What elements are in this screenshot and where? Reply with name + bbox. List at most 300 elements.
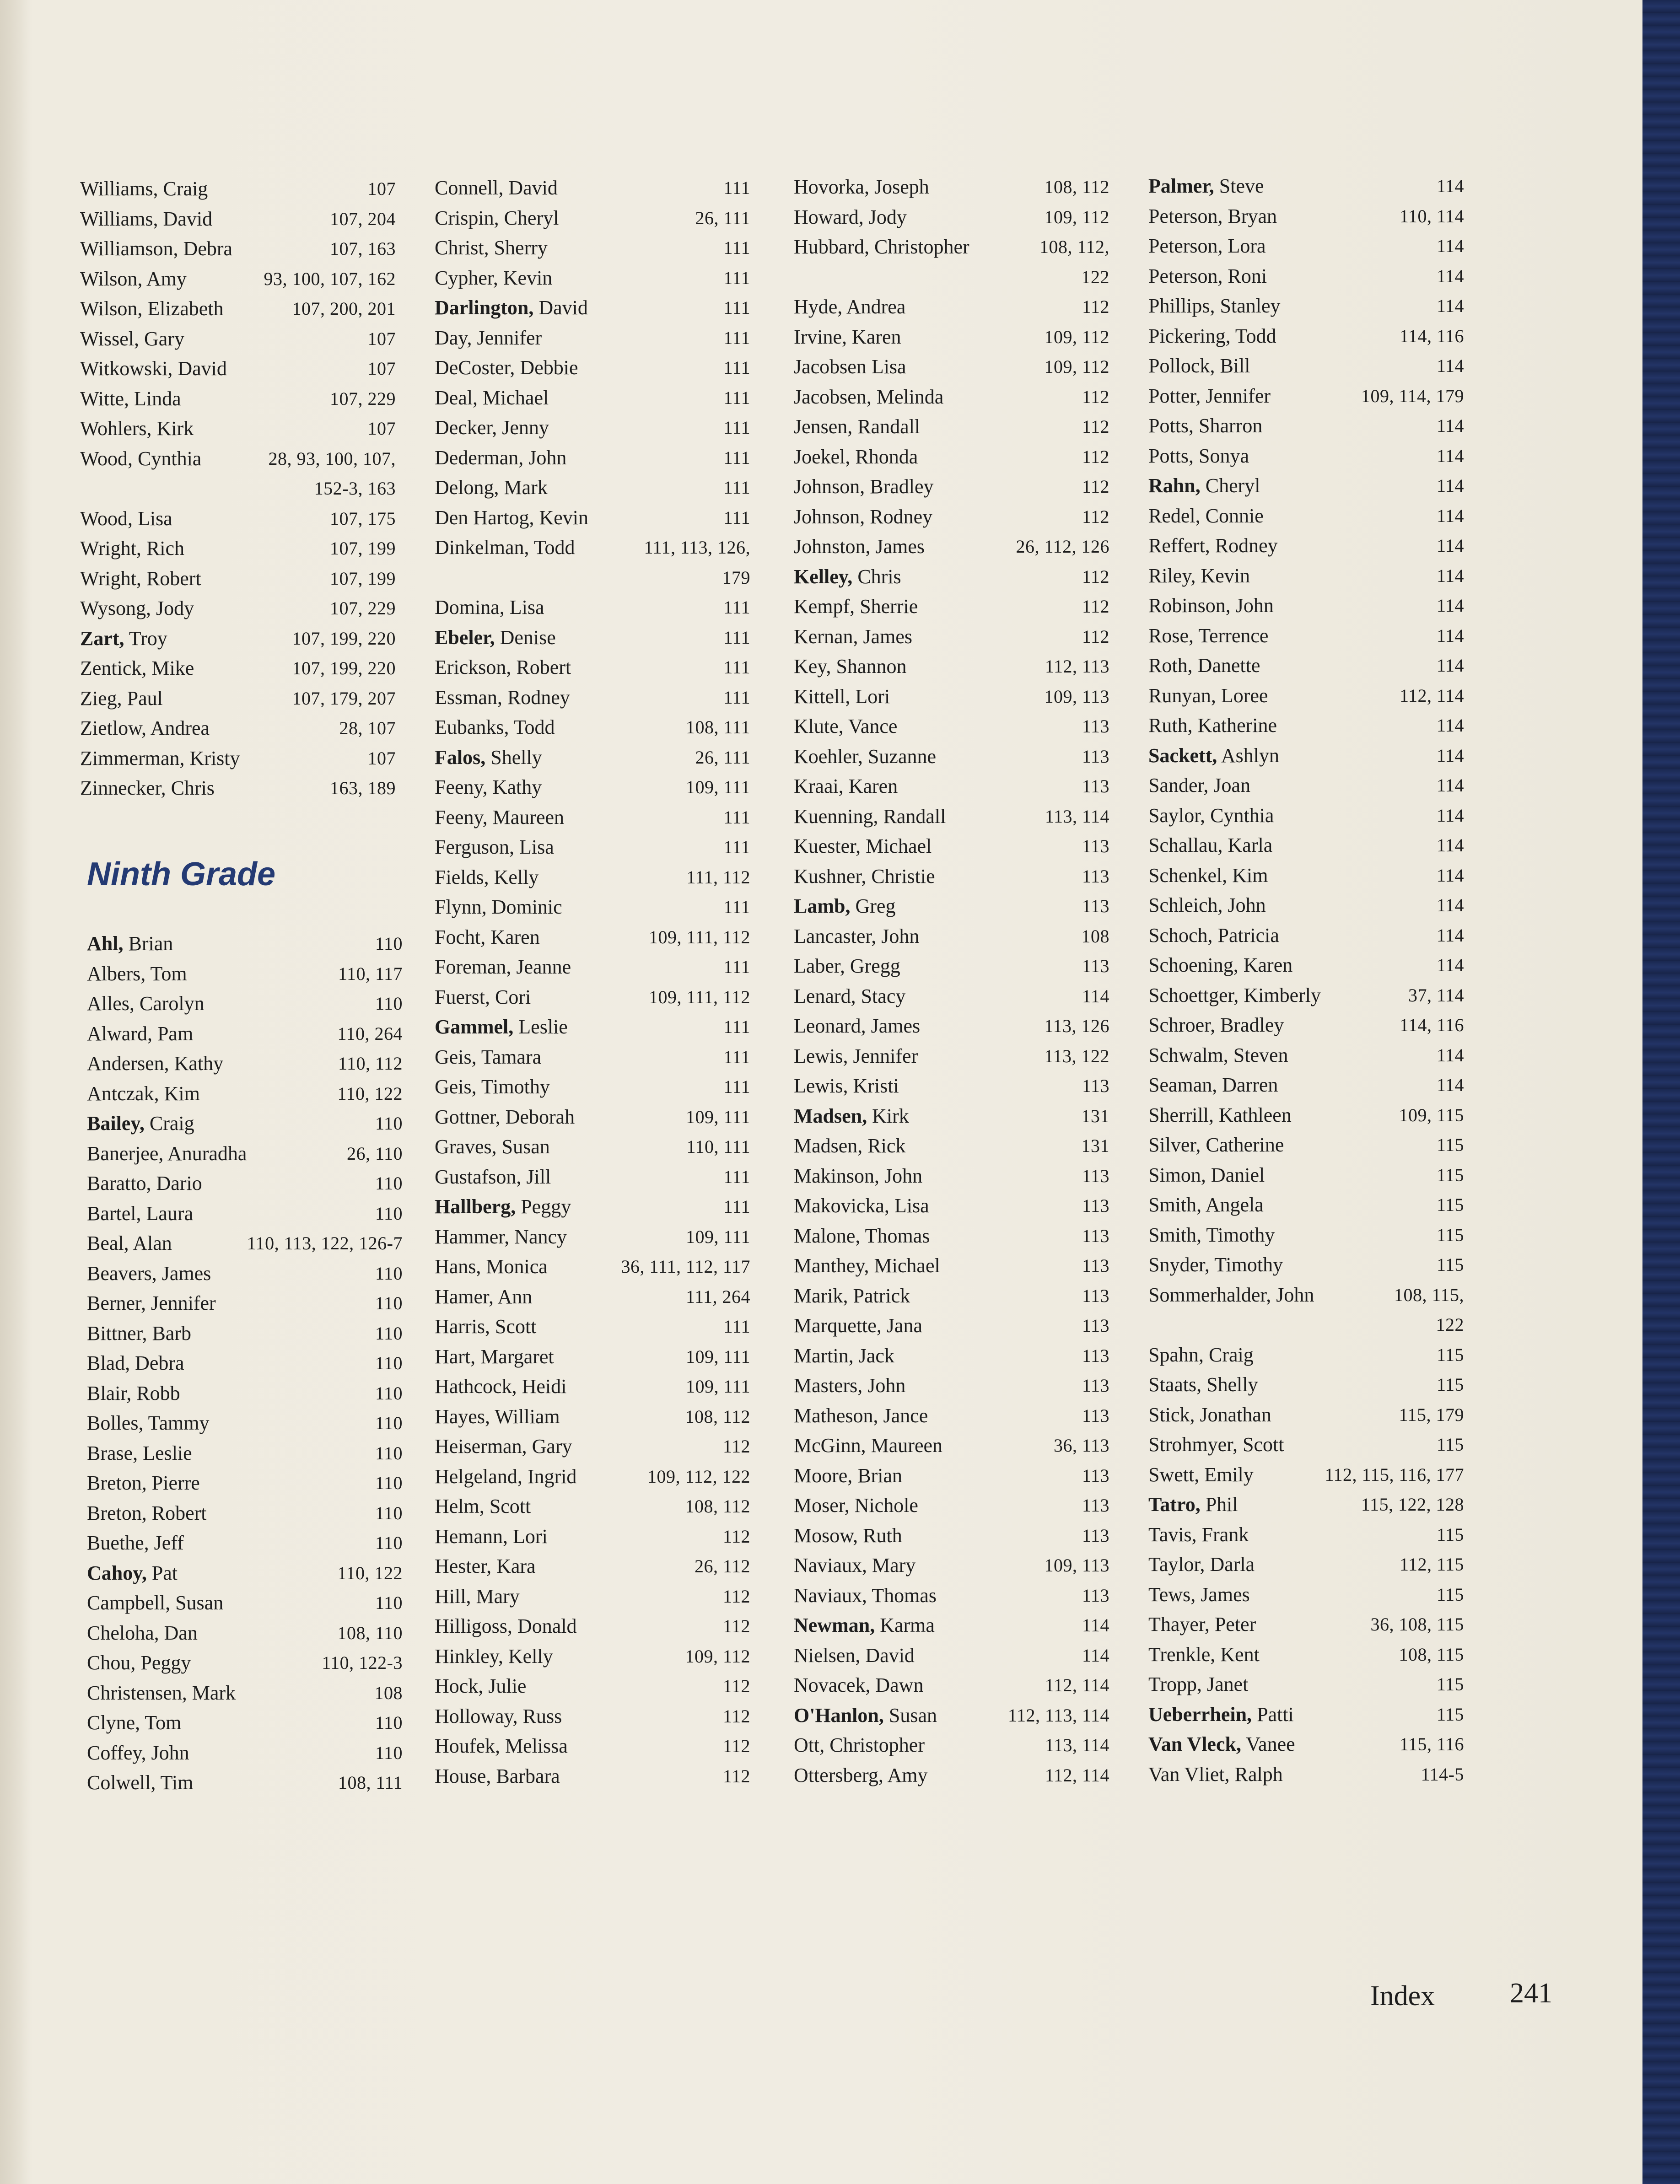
index-entry bbox=[80, 324, 396, 354]
entry-name: Sherrill, Kathleen bbox=[1148, 1103, 1292, 1126]
entry-pages: 113 bbox=[1082, 896, 1109, 916]
entry-pages: 114-5 bbox=[1421, 1764, 1464, 1785]
entry-pages: 113, 114 bbox=[1045, 806, 1109, 827]
index-entry bbox=[435, 952, 750, 982]
entry-pages: 109, 111 bbox=[685, 1106, 750, 1127]
entry-name: Jensen, Randall bbox=[794, 415, 921, 438]
entry-pages: 114 bbox=[1436, 835, 1464, 855]
entry-name: Breton, Pierre bbox=[87, 1472, 200, 1494]
entry-pages: 113 bbox=[1082, 1375, 1109, 1396]
entry-pages: 131 bbox=[1081, 1135, 1109, 1156]
index-entry bbox=[435, 1102, 750, 1132]
entry-pages: 122 bbox=[1436, 1314, 1464, 1335]
entry-pages: 113 bbox=[1082, 716, 1109, 737]
index-entry bbox=[435, 1462, 750, 1492]
entry-pages: 110 bbox=[375, 1293, 403, 1313]
entry-pages: 111 bbox=[723, 507, 750, 528]
entry-name: Tropp, Janet bbox=[1148, 1673, 1249, 1695]
entry-name: Malone, Thomas bbox=[794, 1224, 930, 1247]
index-entry bbox=[1148, 1490, 1464, 1520]
entry-name: Marquette, Jana bbox=[794, 1314, 922, 1337]
entry-name: Houfek, Melissa bbox=[435, 1735, 568, 1757]
index-entry bbox=[1148, 741, 1464, 771]
index-entry bbox=[80, 174, 396, 204]
entry-name: Williams, David bbox=[80, 207, 213, 230]
entry-pages: 111 bbox=[723, 597, 750, 618]
entry-pages: 107, 199 bbox=[330, 538, 396, 559]
entry-name: Makinson, John bbox=[794, 1164, 923, 1187]
entry-pages: 110 bbox=[375, 1203, 403, 1224]
index-entry bbox=[794, 771, 1109, 802]
entry-name: Coffey, John bbox=[87, 1741, 189, 1764]
index-entry bbox=[794, 861, 1109, 892]
entry-pages: 114 bbox=[1436, 1044, 1464, 1065]
entry-name: Tavis, Frank bbox=[1148, 1523, 1249, 1546]
entry-pages: 110, 114 bbox=[1399, 205, 1464, 226]
entry-pages: 111 bbox=[723, 477, 750, 498]
entry-name: Ueberrhein, Patti bbox=[1148, 1703, 1294, 1726]
index-entry bbox=[794, 262, 1109, 292]
index-entry bbox=[794, 172, 1109, 202]
entry-name: Riley, Kevin bbox=[1148, 564, 1250, 587]
entry-pages: 112, 114 bbox=[1045, 1764, 1109, 1786]
index-entry bbox=[1148, 1370, 1464, 1400]
entry-pages: 114 bbox=[1436, 865, 1464, 886]
index-entry bbox=[794, 1161, 1109, 1191]
entry-name: Feeny, Maureen bbox=[435, 806, 565, 828]
index-entry bbox=[1148, 1070, 1464, 1100]
entry-pages: 111 bbox=[723, 807, 750, 828]
entry-pages: 111 bbox=[723, 1046, 750, 1067]
entry-pages: 114 bbox=[1436, 1075, 1464, 1095]
index-entry bbox=[435, 1252, 750, 1282]
entry-name: Naviaux, Thomas bbox=[794, 1584, 937, 1607]
entry-name: Mosow, Ruth bbox=[794, 1524, 902, 1547]
index-entry bbox=[435, 1522, 750, 1552]
entry-name: Focht, Karen bbox=[435, 925, 540, 948]
entry-name: Hock, Julie bbox=[435, 1675, 527, 1697]
index-entry bbox=[80, 564, 396, 594]
entry-name: Colwell, Tim bbox=[87, 1771, 194, 1794]
entry-pages: 179 bbox=[722, 567, 750, 588]
index-entry bbox=[794, 1490, 1109, 1521]
index-entry bbox=[794, 1041, 1109, 1071]
entry-name: Dederman, John bbox=[435, 446, 567, 469]
entry-name: Gammel, Leslie bbox=[435, 1016, 568, 1038]
entry-pages: 113 bbox=[1082, 1585, 1109, 1606]
index-entry bbox=[435, 652, 750, 683]
entry-pages: 111 bbox=[723, 297, 750, 318]
entry-name: Hyde, Andrea bbox=[794, 296, 906, 318]
entry-name: Zietlow, Andrea bbox=[80, 717, 210, 739]
entry-name: Banerjee, Anuradha bbox=[87, 1142, 247, 1165]
entry-name: Fields, Kelly bbox=[435, 866, 539, 888]
entry-name: Beavers, James bbox=[87, 1262, 211, 1285]
index-entry bbox=[87, 1528, 403, 1558]
entry-name: Ebeler, Denise bbox=[435, 626, 556, 649]
entry-name: Tatro, Phil bbox=[1148, 1493, 1238, 1516]
entry-pages: 115 bbox=[1436, 1674, 1464, 1694]
entry-pages: 115 bbox=[1436, 1584, 1464, 1605]
index-entry bbox=[1148, 471, 1464, 501]
entry-pages: 107, 163 bbox=[330, 238, 396, 259]
entry-pages: 113, 114 bbox=[1045, 1735, 1109, 1755]
index-entry bbox=[794, 1581, 1109, 1611]
entry-name: Holloway, Russ bbox=[435, 1705, 562, 1727]
entry-pages: 107 bbox=[367, 748, 396, 769]
entry-pages: 110 bbox=[375, 1442, 403, 1463]
entry-pages: 107, 229 bbox=[330, 388, 396, 409]
index-entry bbox=[794, 442, 1109, 472]
index-entry bbox=[87, 1348, 403, 1378]
entry-pages: 114 bbox=[1436, 296, 1464, 316]
entry-name: Hilligoss, Donald bbox=[435, 1615, 577, 1637]
entry-name: Hamer, Ann bbox=[435, 1285, 533, 1308]
index-entry bbox=[794, 1700, 1109, 1731]
entry-pages: 108, 111 bbox=[685, 717, 750, 737]
entry-pages: 109, 111 bbox=[685, 1226, 750, 1247]
index-entry bbox=[1148, 710, 1464, 741]
index-entry bbox=[435, 323, 750, 353]
entry-pages: 131 bbox=[1081, 1105, 1109, 1126]
entry-pages: 110 bbox=[375, 1473, 403, 1493]
entry-name: Trenkle, Kent bbox=[1148, 1643, 1260, 1666]
entry-name: Domina, Lisa bbox=[435, 596, 544, 619]
entry-name: Wissel, Gary bbox=[80, 327, 184, 350]
index-entry bbox=[794, 651, 1109, 682]
index-entry bbox=[794, 1371, 1109, 1401]
entry-pages: 107 bbox=[367, 418, 396, 439]
entry-pages: 114 bbox=[1436, 955, 1464, 975]
entry-pages: 111, 112 bbox=[686, 866, 750, 888]
entry-name: Feeny, Kathy bbox=[435, 776, 542, 798]
index-entry bbox=[87, 1259, 403, 1289]
entry-name: Rahn, Cheryl bbox=[1148, 474, 1260, 497]
entry-name: Kempf, Sherrie bbox=[794, 595, 918, 618]
entry-pages: 109, 112 bbox=[1044, 206, 1109, 227]
entry-name: Schallau, Karla bbox=[1148, 834, 1273, 856]
entry-pages: 110 bbox=[375, 1382, 403, 1404]
entry-name: Robinson, John bbox=[1148, 594, 1274, 617]
entry-name: Phillips, Stanley bbox=[1148, 295, 1281, 317]
entry-name: Zart, Troy bbox=[80, 627, 167, 650]
index-entry bbox=[435, 173, 750, 203]
index-entry bbox=[80, 653, 396, 683]
index-entry bbox=[435, 473, 750, 503]
entry-name: Falos, Shelly bbox=[435, 746, 542, 769]
index-entry bbox=[794, 352, 1109, 382]
entry-name: Zinnecker, Chris bbox=[80, 777, 215, 799]
entry-name: Jacobsen Lisa bbox=[794, 355, 906, 378]
entry-name: Kuester, Michael bbox=[794, 835, 932, 857]
entry-pages: 107, 204 bbox=[330, 208, 396, 229]
entry-name: Hinkley, Kelly bbox=[435, 1645, 553, 1668]
index-entry bbox=[87, 1498, 403, 1528]
entry-pages: 110 bbox=[375, 1742, 403, 1763]
entry-pages: 113 bbox=[1082, 836, 1109, 856]
index-entry bbox=[435, 533, 750, 563]
entry-pages: 109, 111 bbox=[685, 1376, 750, 1397]
entry-pages: 114 bbox=[1436, 505, 1464, 526]
index-entry bbox=[87, 1049, 403, 1079]
entry-pages: 114, 116 bbox=[1399, 325, 1464, 346]
entry-name: Beal, Alan bbox=[87, 1232, 172, 1254]
entry-pages: 111 bbox=[723, 957, 750, 977]
entry-name: Palmer, Steve bbox=[1148, 175, 1264, 197]
entry-name: Nielsen, David bbox=[794, 1644, 915, 1667]
entry-name: Hovorka, Joseph bbox=[794, 176, 929, 198]
entry-name: DeCoster, Debbie bbox=[435, 356, 578, 379]
index-entry bbox=[87, 1678, 403, 1708]
index-entry bbox=[1148, 1310, 1464, 1340]
index-entry bbox=[794, 532, 1109, 562]
index-entry bbox=[794, 592, 1109, 622]
index-entry bbox=[435, 1551, 750, 1582]
entry-name: Hubbard, Christopher bbox=[794, 236, 969, 258]
entry-pages: 113 bbox=[1082, 1525, 1109, 1546]
entry-pages: 114 bbox=[1436, 176, 1464, 196]
entry-name: Key, Shannon bbox=[794, 655, 907, 678]
index-entry bbox=[1148, 411, 1464, 441]
entry-pages: 115 bbox=[1436, 1224, 1464, 1245]
entry-pages: 112 bbox=[1082, 596, 1109, 617]
entry-pages: 107, 199 bbox=[330, 568, 396, 589]
index-entry bbox=[794, 232, 1109, 262]
entry-name: Schleich, John bbox=[1148, 894, 1266, 916]
entry-pages: 111, 264 bbox=[685, 1286, 750, 1307]
entry-name: Sommerhalder, John bbox=[1148, 1283, 1314, 1306]
entry-pages: 112 bbox=[1082, 626, 1109, 647]
entry-name: Madsen, Kirk bbox=[794, 1104, 909, 1127]
index-entry bbox=[80, 384, 396, 414]
entry-pages: 113 bbox=[1082, 1405, 1109, 1426]
index-entry bbox=[794, 1760, 1109, 1791]
index-entry bbox=[80, 294, 396, 324]
entry-name: Baratto, Dario bbox=[87, 1172, 202, 1194]
index-entry bbox=[794, 1251, 1109, 1281]
index-entry bbox=[435, 443, 750, 473]
entry-name: Williamson, Debra bbox=[80, 237, 233, 260]
entry-name: Moser, Nichole bbox=[794, 1494, 918, 1517]
entry-name: Witte, Linda bbox=[80, 387, 181, 410]
index-entry bbox=[80, 204, 396, 234]
entry-pages: 113 bbox=[1082, 1495, 1109, 1516]
entry-name: Gottner, Deborah bbox=[435, 1105, 575, 1128]
entry-pages: 107, 200, 201 bbox=[292, 298, 396, 319]
entry-name: Deal, Michael bbox=[435, 386, 549, 409]
index-entry bbox=[1148, 501, 1464, 531]
entry-pages: 110 bbox=[375, 1592, 403, 1613]
index-entry bbox=[1148, 351, 1464, 381]
index-entry bbox=[87, 1738, 403, 1768]
index-entry bbox=[87, 1199, 403, 1229]
entry-name: Foreman, Jeanne bbox=[435, 956, 571, 978]
entry-name: Cypher, Kevin bbox=[435, 266, 553, 289]
index-entry bbox=[794, 951, 1109, 981]
index-entry bbox=[80, 354, 396, 384]
index-entry bbox=[1148, 1729, 1464, 1759]
index-entry bbox=[87, 1228, 403, 1259]
entry-name: Hathcock, Heidi bbox=[435, 1375, 567, 1398]
index-entry bbox=[794, 1191, 1109, 1221]
entry-name: Ferguson, Lisa bbox=[435, 836, 554, 858]
entry-pages: 113 bbox=[1082, 746, 1109, 767]
entry-name: Graves, Susan bbox=[435, 1135, 550, 1158]
index-entry bbox=[1148, 381, 1464, 411]
entry-name: Helm, Scott bbox=[435, 1495, 531, 1517]
entry-pages: 112, 115, 116, 177 bbox=[1325, 1464, 1464, 1485]
entry-name: Laber, Gregg bbox=[794, 955, 900, 977]
entry-name: Erickson, Robert bbox=[435, 656, 571, 678]
index-entry bbox=[87, 1168, 403, 1199]
index-entry bbox=[1148, 291, 1464, 321]
index-entry bbox=[1148, 1130, 1464, 1160]
entry-name: House, Barbara bbox=[435, 1764, 560, 1787]
index-entry bbox=[87, 1019, 403, 1049]
index-entry bbox=[87, 1468, 403, 1498]
entry-pages: 114 bbox=[1436, 775, 1464, 796]
index-entry bbox=[87, 1768, 403, 1798]
entry-pages: 114, 116 bbox=[1399, 1015, 1464, 1035]
entry-pages: 26, 112 bbox=[694, 1556, 750, 1576]
entry-name: Masters, John bbox=[794, 1374, 906, 1397]
entry-name: Taylor, Darla bbox=[1148, 1553, 1255, 1576]
entry-pages: 114 bbox=[1436, 445, 1464, 466]
entry-pages: 112, 114 bbox=[1399, 685, 1464, 706]
entry-name: Schenkel, Kim bbox=[1148, 864, 1268, 887]
entry-name: Cheloha, Dan bbox=[87, 1621, 198, 1644]
entry-name: Wood, Lisa bbox=[80, 507, 172, 530]
index-entry bbox=[435, 1042, 750, 1072]
book-binding-edge bbox=[1642, 0, 1680, 2184]
entry-name: Johnston, James bbox=[794, 535, 925, 558]
entry-pages: 112, 114 bbox=[1045, 1675, 1109, 1695]
entry-name: Chou, Peggy bbox=[87, 1651, 191, 1674]
index-entry bbox=[435, 1012, 750, 1042]
entry-pages: 110, 113, 122, 126-7 bbox=[247, 1233, 403, 1253]
entry-name: Eubanks, Todd bbox=[435, 716, 555, 738]
index-entry bbox=[1148, 171, 1464, 201]
entry-name: Schroer, Bradley bbox=[1148, 1014, 1284, 1036]
index-entry bbox=[794, 711, 1109, 742]
entry-name: Koehler, Suzanne bbox=[794, 745, 937, 768]
entry-pages: 28, 107 bbox=[339, 718, 396, 738]
index-entry bbox=[80, 743, 396, 774]
entry-pages: 110 bbox=[375, 1113, 403, 1134]
index-entry bbox=[435, 1162, 750, 1192]
index-entry bbox=[87, 1139, 403, 1169]
entry-name: Lancaster, John bbox=[794, 925, 920, 947]
index-entry bbox=[794, 742, 1109, 772]
entry-pages: 114 bbox=[1082, 1645, 1109, 1666]
index-entry bbox=[794, 1011, 1109, 1041]
entry-pages: 36, 108, 115 bbox=[1370, 1614, 1464, 1635]
entry-pages: 113 bbox=[1082, 956, 1109, 976]
index-entry bbox=[1148, 770, 1464, 801]
index-entry bbox=[435, 1491, 750, 1522]
index-entry bbox=[1148, 1040, 1464, 1070]
entry-name: Wysong, Jody bbox=[80, 597, 194, 619]
entry-name: Wood, Cynthia bbox=[80, 447, 202, 470]
entry-name: Kernan, James bbox=[794, 625, 913, 648]
entry-pages: 113, 122 bbox=[1044, 1045, 1109, 1066]
entry-pages: 114 bbox=[1436, 475, 1464, 496]
index-entry bbox=[87, 1618, 403, 1648]
index-entry bbox=[1148, 890, 1464, 920]
index-entry bbox=[794, 1670, 1109, 1700]
index-entry bbox=[87, 1108, 403, 1139]
index-entry bbox=[1148, 1700, 1464, 1730]
entry-name: Reffert, Rodney bbox=[1148, 534, 1278, 557]
index-entry bbox=[794, 1521, 1109, 1551]
entry-name: Pickering, Todd bbox=[1148, 324, 1276, 347]
entry-name: Hayes, William bbox=[435, 1405, 560, 1428]
index-column-1-ninth-grade bbox=[87, 929, 403, 1798]
entry-pages: 109, 111 bbox=[685, 777, 750, 797]
index-entry bbox=[435, 742, 750, 773]
entry-name: Kushner, Christie bbox=[794, 865, 935, 888]
entry-name: Pollock, Bill bbox=[1148, 355, 1250, 377]
entry-pages: 115 bbox=[1436, 1704, 1464, 1725]
entry-pages: 109, 111 bbox=[685, 1346, 750, 1367]
entry-pages: 37, 114 bbox=[1408, 984, 1464, 1006]
entry-pages: 113 bbox=[1082, 1225, 1109, 1246]
entry-pages: 111 bbox=[723, 657, 750, 678]
entry-name: Flynn, Dominic bbox=[435, 896, 562, 918]
index-entry bbox=[1148, 591, 1464, 621]
index-entry bbox=[1148, 950, 1464, 980]
index-entry bbox=[1148, 1400, 1464, 1430]
entry-name: Manthey, Michael bbox=[794, 1254, 940, 1277]
entry-name: Klute, Vance bbox=[794, 715, 898, 737]
entry-pages: 113 bbox=[1082, 1076, 1109, 1096]
entry-name: Berner, Jennifer bbox=[87, 1292, 216, 1314]
entry-name: Ottersberg, Amy bbox=[794, 1764, 928, 1786]
index-entry bbox=[87, 1708, 403, 1738]
entry-pages: 114 bbox=[1436, 535, 1464, 556]
index-entry bbox=[1148, 1759, 1464, 1790]
entry-pages: 109, 115 bbox=[1399, 1104, 1464, 1125]
entry-pages: 115 bbox=[1436, 1194, 1464, 1215]
entry-pages: 109, 112 bbox=[1044, 356, 1109, 377]
index-entry bbox=[435, 1611, 750, 1641]
entry-name: Heiserman, Gary bbox=[435, 1435, 572, 1458]
index-entry bbox=[794, 1221, 1109, 1251]
entry-name: Fuerst, Cori bbox=[435, 985, 531, 1008]
index-entry bbox=[1148, 1669, 1464, 1700]
entry-name: Christensen, Mark bbox=[87, 1681, 236, 1704]
index-entry bbox=[87, 1558, 403, 1588]
index-entry bbox=[1148, 861, 1464, 891]
index-entry bbox=[435, 203, 750, 233]
entry-pages: 107 bbox=[367, 178, 396, 199]
entry-name: Brase, Leslie bbox=[87, 1442, 192, 1464]
index-entry bbox=[1148, 1100, 1464, 1130]
page-gutter-shadow bbox=[0, 0, 32, 2184]
index-entry bbox=[794, 891, 1109, 921]
entry-name: Antczak, Kim bbox=[87, 1082, 200, 1105]
index-entry bbox=[435, 1671, 750, 1701]
entry-name: Staats, Shelly bbox=[1148, 1373, 1258, 1396]
index-entry bbox=[80, 533, 396, 564]
entry-pages: 113 bbox=[1082, 866, 1109, 887]
entry-name: Wilson, Elizabeth bbox=[80, 297, 224, 320]
entry-pages: 110, 112 bbox=[338, 1053, 403, 1074]
index-entry bbox=[435, 413, 750, 443]
entry-name: McGinn, Maureen bbox=[794, 1434, 943, 1457]
entry-pages: 107, 179, 207 bbox=[292, 688, 396, 709]
index-entry bbox=[435, 563, 750, 593]
